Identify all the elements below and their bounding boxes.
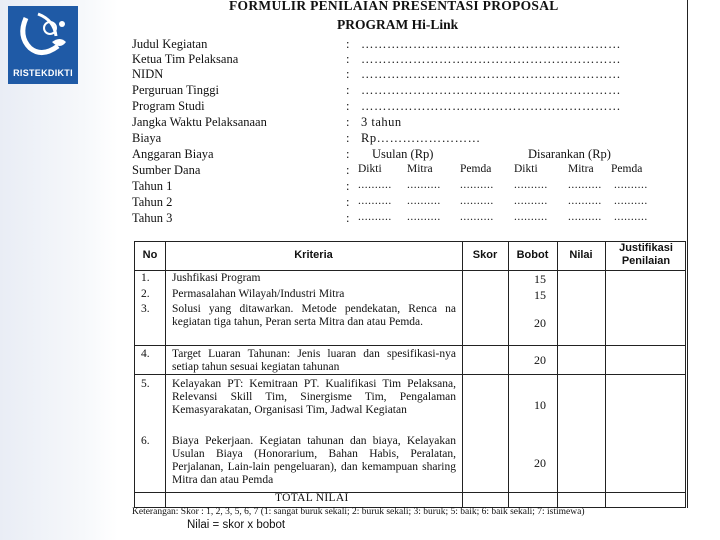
budget-cell: .......... <box>514 195 548 207</box>
budget-col-mitra-disarankan: Mitra <box>568 163 594 175</box>
row-criteria: Target Luaran Tahunan: Jenis luaran dan spesifikasi-nya setiap tahun sesuai kegiatan tahunan <box>172 348 456 373</box>
ristekdikti-logo <box>8 6 78 84</box>
row-no: 2. <box>141 288 150 300</box>
row-bobot: 15 <box>534 272 546 286</box>
field-value-perguruan: …………………………………………………… <box>361 83 621 97</box>
budget-cell: .......... <box>407 179 441 191</box>
row-bobot: 20 <box>534 456 546 470</box>
field-label-jangka: Jangka Waktu Pelaksanaan <box>132 115 267 129</box>
scoring-table <box>134 241 686 508</box>
field-value-judul: …………………………………………………… <box>361 37 621 51</box>
row-criteria: Kelayakan PT: Kemitraan PT. Kualifikasi Tim Pelaksana, Relevansi Skill Tim, Sinergisme Tim, Pengalaman Kemasyarakatan, Organisasi Tim, Jadwal Kegiatan <box>172 378 456 416</box>
form-page <box>124 0 688 531</box>
colon: : <box>346 211 350 225</box>
budget-cell: .......... <box>568 211 602 223</box>
field-value-nidn: …………………………………………………… <box>361 67 621 81</box>
header-no: No <box>142 249 158 261</box>
colon: : <box>346 37 350 51</box>
budget-cell: .......... <box>460 179 494 191</box>
score-legend: Keterangan: Skor : 1, 2, 3, 5, 6, 7 (1: sangat buruk sekali; 2: buruk sekali; 3: buruk; 5: baik; 6: baik sekali; 7: istimewa) <box>132 507 585 517</box>
budget-cell: .......... <box>514 179 548 191</box>
colon: : <box>346 52 350 66</box>
budget-usulan-header: Usulan (Rp) <box>372 147 434 161</box>
budget-source-label: Sumber Dana <box>132 163 201 177</box>
colon: : <box>346 67 350 81</box>
field-label-judul: Judul Kegiatan <box>132 37 208 51</box>
row-bobot: 20 <box>534 353 546 367</box>
budget-cell: .......... <box>614 179 648 191</box>
budget-cell: .......... <box>568 195 602 207</box>
colon: : <box>346 115 350 129</box>
budget-col-dikti-usulan: Dikti <box>358 163 382 175</box>
budget-col-dikti-disarankan: Dikti <box>514 163 538 175</box>
field-label-nidn: NIDN <box>132 67 164 81</box>
row-bobot: 20 <box>534 316 546 330</box>
logo-emblem-icon <box>8 6 78 66</box>
form-title: FORMULIR PENILAIAN PRESENTASI PROPOSAL <box>229 0 559 13</box>
header-nilai: Nilai <box>569 249 593 261</box>
budget-cell: .......... <box>614 211 648 223</box>
field-value-jangka: 3 tahun <box>361 115 402 129</box>
field-value-ketua: …………………………………………………… <box>361 52 621 66</box>
budget-cell: .......... <box>407 211 441 223</box>
budget-year-3: Tahun 3 <box>132 211 173 225</box>
table-row-rule <box>135 374 685 375</box>
logo-text: RISTEKDIKTI <box>13 68 73 78</box>
header-skor: Skor <box>472 249 498 261</box>
field-label-ketua: Ketua Tim Pelaksana <box>132 52 239 66</box>
row-criteria: Solusi yang ditawarkan. Metode pendekatan, Renca na kegiatan tiga tahun, Peran serta Mitra dan atau Pemda. <box>172 303 456 328</box>
budget-cell: .......... <box>358 195 392 207</box>
row-no: 1. <box>141 272 150 284</box>
budget-year-2: Tahun 2 <box>132 195 173 209</box>
row-bobot: 10 <box>534 398 546 412</box>
field-label-biaya: Biaya <box>132 131 162 145</box>
budget-label: Anggaran Biaya <box>132 147 214 161</box>
colon: : <box>346 147 350 161</box>
budget-cell: .......... <box>568 179 602 191</box>
row-no: 4. <box>141 348 150 360</box>
colon: : <box>346 83 350 97</box>
budget-cell: .......... <box>358 179 392 191</box>
row-criteria: Biaya Pekerjaan. Kegiatan tahunan dan biaya, Kelayakan Usulan Biaya (Honorarium, Bahan Habis, Peralatan, Perjalanan, Lain-lain pengeluaran), dan kemampuan sharing Mitra dan atau Pemda <box>172 435 456 486</box>
budget-year-1: Tahun 1 <box>132 179 173 193</box>
budget-col-pemda-disarankan: Pemda <box>611 163 643 175</box>
colon: : <box>346 195 350 209</box>
header-justifikasi: Justifikasi Penilaian <box>619 242 673 267</box>
budget-cell: .......... <box>460 211 494 223</box>
field-label-prodi: Program Studi <box>132 99 205 113</box>
row-no: 6. <box>141 435 150 447</box>
field-label-perguruan: Perguruan Tinggi <box>132 83 219 97</box>
budget-col-mitra-usulan: Mitra <box>407 163 433 175</box>
row-no: 3. <box>141 303 150 315</box>
budget-disarankan-header: Disarankan (Rp) <box>528 147 611 161</box>
budget-col-pemda-usulan: Pemda <box>460 163 492 175</box>
field-value-biaya: Rp…………………… <box>361 131 481 145</box>
score-formula: Nilai = skor x bobot <box>187 519 286 531</box>
colon: : <box>346 163 350 177</box>
total-nilai-label: TOTAL NILAI <box>275 492 349 504</box>
row-criteria: Permasalahan Wilayah/Industri Mitra <box>172 288 345 300</box>
table-row-rule <box>135 492 685 493</box>
colon: : <box>346 99 350 113</box>
header-bobot: Bobot <box>516 249 549 261</box>
slide-sidebar <box>0 0 118 540</box>
form-subtitle: PROGRAM Hi-Link <box>337 17 459 32</box>
header-kriteria: Kriteria <box>294 249 333 261</box>
colon: : <box>346 131 350 145</box>
colon: : <box>346 179 350 193</box>
row-criteria: Jushfikasi Program <box>172 272 261 284</box>
budget-cell: .......... <box>407 195 441 207</box>
budget-cell: .......... <box>460 195 494 207</box>
table-header-rule <box>135 270 685 271</box>
budget-cell: .......... <box>514 211 548 223</box>
table-row-rule <box>135 345 685 346</box>
budget-cell: .......... <box>358 211 392 223</box>
budget-cell: .......... <box>614 195 648 207</box>
field-value-prodi: …………………………………………………… <box>361 99 621 113</box>
row-bobot: 15 <box>534 288 546 302</box>
row-no: 5. <box>141 378 150 390</box>
